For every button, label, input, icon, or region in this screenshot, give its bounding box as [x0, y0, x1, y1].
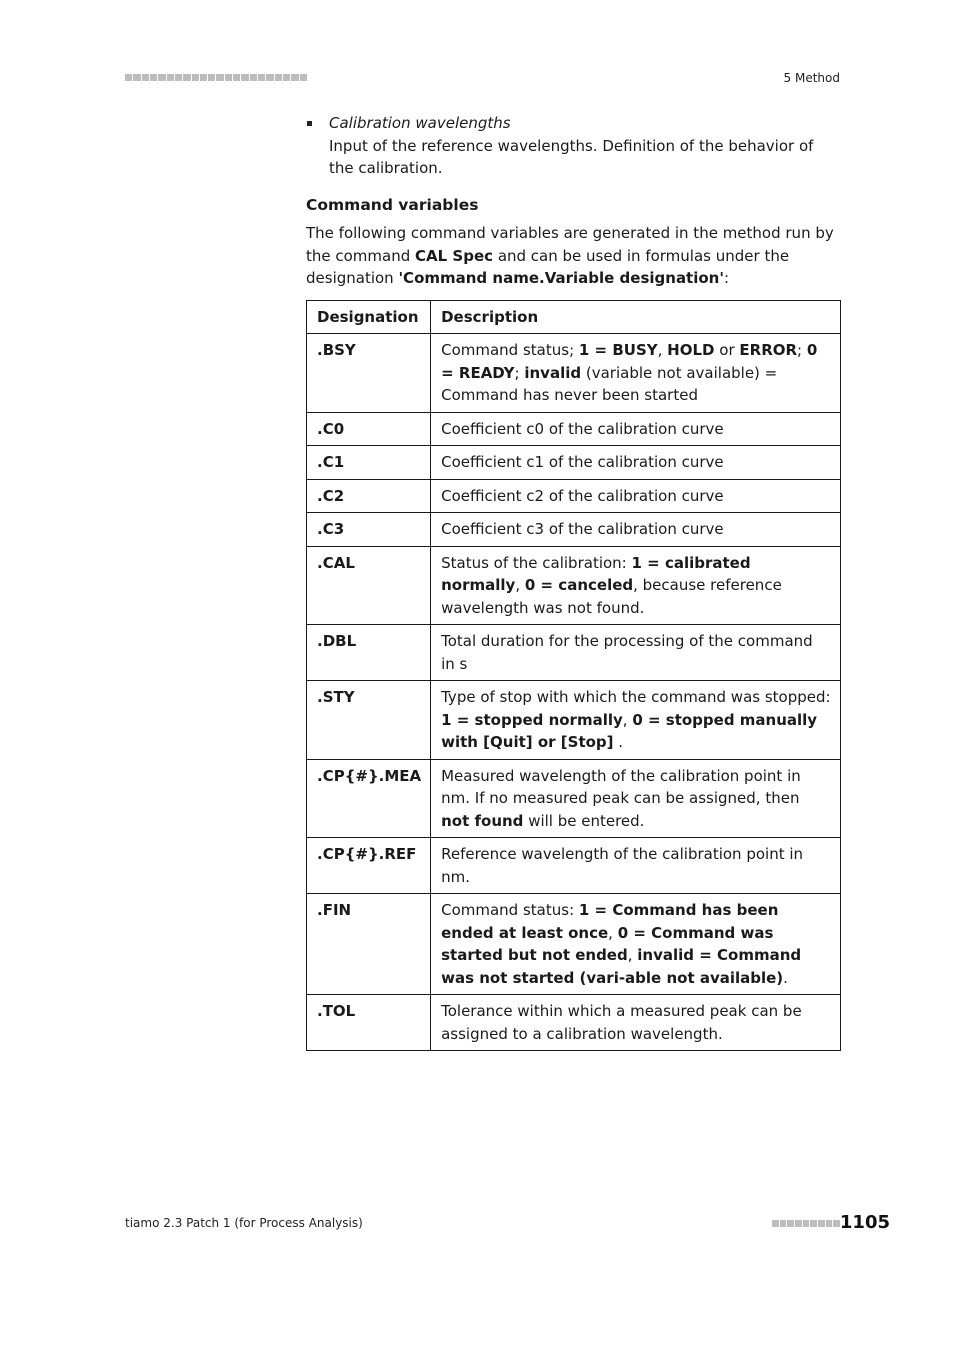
- description-text: .: [783, 968, 788, 987]
- intro-designation-format: 'Command name.Variable designation': [398, 269, 724, 287]
- footer-product: tiamo 2.3 Patch 1 (for Process Analysis): [125, 1216, 363, 1230]
- bullet-term: Calibration wavelengths: [329, 114, 511, 132]
- variable-description: [431, 513, 841, 547]
- description-emphasis: 1 = stopped normally: [441, 710, 623, 729]
- column-header-designation: Designation: [307, 300, 431, 334]
- variable-designation: .FIN: [307, 894, 431, 995]
- table-row: [307, 513, 841, 547]
- description-text: Type of stop with which the command was stopped:: [441, 688, 831, 706]
- description-text: ;: [797, 341, 807, 359]
- table-row: [307, 446, 841, 480]
- variable-designation: .TOL: [307, 995, 431, 1051]
- description-text: Measured wavelength of the calibration point in nm. If no measured peak can be assigned, then: [441, 766, 801, 807]
- description-text: Coefficient c2 of the calibration curve: [441, 486, 724, 505]
- description-text: (variable not available) = Command has never been started: [441, 363, 778, 404]
- description-text: .: [613, 733, 624, 751]
- description-emphasis: ERROR: [739, 341, 798, 359]
- variable-designation: .CP{#}.MEA: [307, 759, 431, 838]
- description-text: or: [714, 341, 740, 359]
- description-emphasis: 1 = calibrated normally: [441, 553, 751, 594]
- table-header-row: [307, 300, 841, 334]
- description-emphasis: 0 = Command was started but not ended: [441, 923, 774, 964]
- description-text: ,: [627, 946, 638, 964]
- table-row: [307, 681, 841, 760]
- description-text: Tolerance within which a measured peak can be assigned to a calibration wavelength.: [441, 1002, 802, 1043]
- description-text: Command status;: [441, 341, 579, 359]
- variable-designation: .BSY: [307, 334, 431, 413]
- footer-decoration: [772, 1220, 840, 1228]
- description-text: ;: [514, 363, 525, 382]
- table-row: [307, 995, 841, 1051]
- variable-designation: .CP{#}.REF: [307, 838, 431, 894]
- variable-designation: .C3: [307, 513, 431, 547]
- variable-description: [431, 759, 841, 838]
- description-text: ,: [622, 710, 633, 729]
- variable-designation: .C0: [307, 412, 431, 446]
- variable-description: [431, 446, 841, 480]
- table-row: [307, 479, 841, 513]
- variable-designation: .STY: [307, 681, 431, 760]
- variable-description: [431, 412, 841, 446]
- page-number: 1105: [839, 1212, 890, 1233]
- description-emphasis: invalid = Command was not started (vari-able not available): [441, 946, 802, 987]
- header-section-title: 5 Method: [783, 71, 840, 85]
- description-text: Coefficient c1 of the calibration curve: [441, 453, 724, 471]
- variable-description: [431, 681, 841, 760]
- description-emphasis: 0 = stopped manually with [Quit] or [Stop]: [441, 710, 818, 751]
- description-emphasis: HOLD: [667, 341, 715, 359]
- command-variables-table: [306, 300, 841, 1052]
- bullet-square-icon: [307, 121, 312, 126]
- variable-designation: .CAL: [307, 546, 431, 625]
- intro-text: The following command variables are generated in the method run by the command: [306, 224, 834, 265]
- table-row: [307, 759, 841, 838]
- variable-description: [431, 546, 841, 625]
- table-row: [307, 894, 841, 995]
- table-row: [307, 334, 841, 413]
- description-text: Total duration for the processing of the command in s: [441, 632, 813, 673]
- section-heading: Command variables: [306, 195, 479, 214]
- description-text: , because reference wavelength was not found.: [441, 576, 782, 617]
- description-emphasis: 1 = BUSY: [578, 341, 658, 359]
- description-text: Command status:: [441, 901, 579, 919]
- table-row: [307, 625, 841, 681]
- table-row: [307, 546, 841, 625]
- variable-description: [431, 995, 841, 1051]
- description-text: ,: [515, 576, 525, 594]
- variable-description: [431, 838, 841, 894]
- variable-designation: .DBL: [307, 625, 431, 681]
- bullet-item: [306, 112, 841, 180]
- variable-description: [431, 625, 841, 681]
- bullet-text: Input of the reference wavelengths. Definition of the behavior of the calibration.: [329, 136, 814, 177]
- variable-description: [431, 479, 841, 513]
- intro-paragraph: [306, 222, 841, 290]
- variable-designation: .C2: [307, 479, 431, 513]
- description-emphasis: invalid: [524, 363, 582, 382]
- table-row: [307, 412, 841, 446]
- main-content: [306, 112, 841, 1051]
- description-text: Reference wavelength of the calibration point in nm.: [441, 845, 804, 886]
- description-emphasis: 1 = Command has been ended at least once: [441, 901, 779, 942]
- table-body: [307, 334, 841, 1051]
- description-text: ,: [657, 341, 668, 359]
- intro-text: and can be used in formulas under the designation: [306, 246, 790, 287]
- description-emphasis: 0 = canceled: [524, 576, 634, 594]
- intro-command-name: CAL Spec: [415, 246, 494, 265]
- variable-designation: .C1: [307, 446, 431, 480]
- header-decoration: [125, 74, 307, 82]
- description-text: Coefficient c3 of the calibration curve: [441, 520, 724, 538]
- table-row: [307, 838, 841, 894]
- variable-description: [431, 894, 841, 995]
- description-emphasis: 0 = READY: [441, 341, 818, 382]
- column-header-description: Description: [431, 300, 841, 334]
- description-text: ,: [608, 923, 618, 942]
- description-emphasis: not found: [441, 811, 524, 830]
- description-text: Coefficient c0 of the calibration curve: [441, 419, 724, 438]
- description-text: Status of the calibration:: [441, 553, 632, 572]
- variable-description: [431, 334, 841, 413]
- intro-text: :: [723, 269, 730, 287]
- description-text: will be entered.: [523, 811, 645, 830]
